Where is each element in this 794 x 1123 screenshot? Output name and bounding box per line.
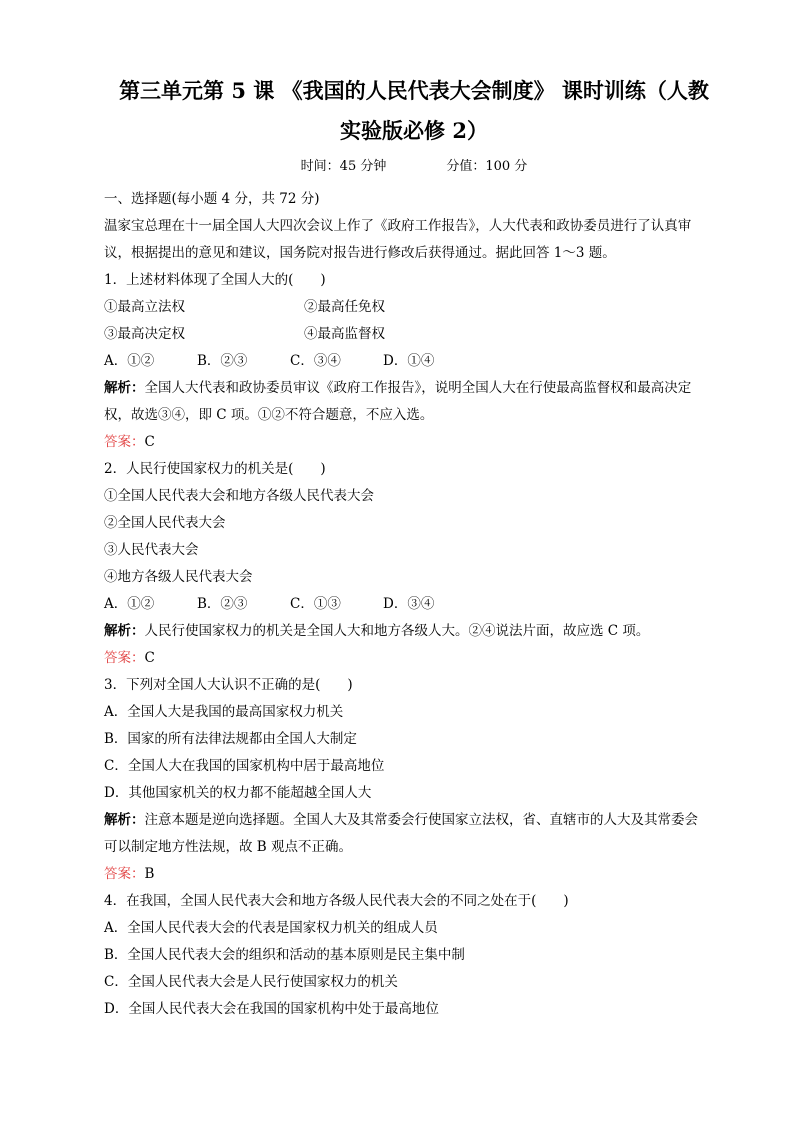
q1-choice-a: A．①②: [104, 353, 155, 369]
q4-stem: 4．在我国，全国人民代表大会和地方各级人民代表大会的不同之处在于( ): [104, 893, 569, 909]
q1-option-2: ②最高任免权: [304, 299, 385, 315]
q2-option-1: ①全国人民代表大会和地方各级人民代表大会: [104, 488, 374, 504]
q1-option-1: ①最高立法权: [104, 299, 185, 315]
q2-choice-d: D．③④: [383, 596, 435, 612]
exam-meta: [104, 158, 724, 176]
q1-explanation-label: 解析：: [104, 380, 145, 396]
q2-choice-c: C．①③: [290, 596, 341, 612]
q1-explanation-line2: 权，故选③④，即 C 项。①②不符合题意，不应入选。: [104, 407, 434, 423]
q3-answer-label: 答案：: [104, 866, 145, 882]
q2-choice-a: A．①②: [104, 596, 155, 612]
q1-choice-b: B．②③: [197, 353, 248, 369]
q3-answer: [104, 861, 724, 888]
document-title-line1: 第三单元第 5 课 《我国的人民代表大会制度》 课时训练（人教: [119, 78, 709, 103]
q3-explanation-text1: 注意本题是逆向选择题。全国人大及其常委会行使国家立法权，省、直辖市的人大及其常委会: [144, 812, 698, 828]
total-score: 分值：100 分: [446, 159, 528, 174]
q2-explanation-line1: [104, 618, 724, 645]
q1-explanation-text1: 全国人大代表和政协委员审议《政府工作报告》，说明全国人大在行使最高监督权和最高决定: [144, 380, 692, 396]
intro-text-line1: 温家宝总理在十一届全国人大四次会议上作了《政府工作报告》，人大代表和政协委员进行了认真审: [104, 218, 692, 234]
q1-choice-c: C．③④: [290, 353, 341, 369]
q1-option-3: ③最高决定权: [104, 326, 185, 342]
document-body: [104, 186, 724, 1023]
q4-option-a: A．全国人民代表大会的代表是国家权力机关的组成人员: [104, 920, 438, 936]
q2-answer-label: 答案：: [104, 650, 145, 666]
q4-option-c: C．全国人民代表大会是人民行使国家权力的机关: [104, 974, 398, 990]
q4-option-d: D．全国人民代表大会在我国的国家机构中处于最高地位: [104, 1001, 439, 1017]
q2-option-4: ④地方各级人民代表大会: [104, 569, 253, 585]
q1-answer-label: 答案：: [104, 434, 145, 450]
q3-explanation-line2: 可以制定地方性法规，故 B 观点不正确。: [104, 839, 353, 855]
time-limit: 时间：45 分钟: [300, 159, 387, 174]
q1-answer: [104, 429, 724, 456]
q1-choices: [104, 348, 724, 375]
q2-choice-b: B．②③: [197, 596, 248, 612]
q2-answer-value: C: [144, 650, 155, 666]
q3-option-c: C．全国人大在我国的国家机构中居于最高地位: [104, 758, 385, 774]
q2-explanation-label: 解析：: [104, 623, 145, 639]
intro-text-line2: 议，根据提出的意见和建议，国务院对报告进行修改后获得通过。据此回答 1～3 题。: [104, 245, 616, 261]
q1-options-row2: [104, 321, 724, 348]
q1-option-4: ④最高监督权: [304, 326, 385, 342]
section-heading: 一、选择题(每小题 4 分，共 72 分): [104, 191, 320, 207]
document-title-line2: 实验版必修 2）: [340, 118, 488, 143]
q2-answer: [104, 645, 724, 672]
q3-explanation-line1: [104, 807, 724, 834]
q3-stem: 3．下列对全国人大认识不正确的是( ): [104, 677, 353, 693]
q2-option-3: ③人民代表大会: [104, 542, 199, 558]
q2-stem: 2．人民行使国家权力的机关是( ): [104, 461, 326, 477]
q3-explanation-label: 解析：: [104, 812, 145, 828]
q4-option-b: B．全国人民代表大会的组织和活动的基本原则是民主集中制: [104, 947, 465, 963]
q1-answer-value: C: [144, 434, 155, 450]
q1-options-row1: [104, 294, 724, 321]
q1-explanation-line1: [104, 375, 724, 402]
q1-choice-d: D．①④: [383, 353, 435, 369]
q2-option-2: ②全国人民代表大会: [104, 515, 226, 531]
q3-option-a: A．全国人大是我国的最高国家权力机关: [104, 704, 344, 720]
q3-option-b: B．国家的所有法律法规都由全国人大制定: [104, 731, 357, 747]
q2-choices: [104, 591, 724, 618]
q3-answer-value: B: [144, 866, 155, 882]
q3-option-d: D．其他国家机关的权力都不能超越全国人大: [104, 785, 372, 801]
q2-explanation-text1: 人民行使国家权力的机关是全国人大和地方各级人大。②④说法片面，故应选 C 项。: [144, 623, 650, 639]
q1-stem: 1．上述材料体现了全国人大的( ): [104, 272, 326, 288]
